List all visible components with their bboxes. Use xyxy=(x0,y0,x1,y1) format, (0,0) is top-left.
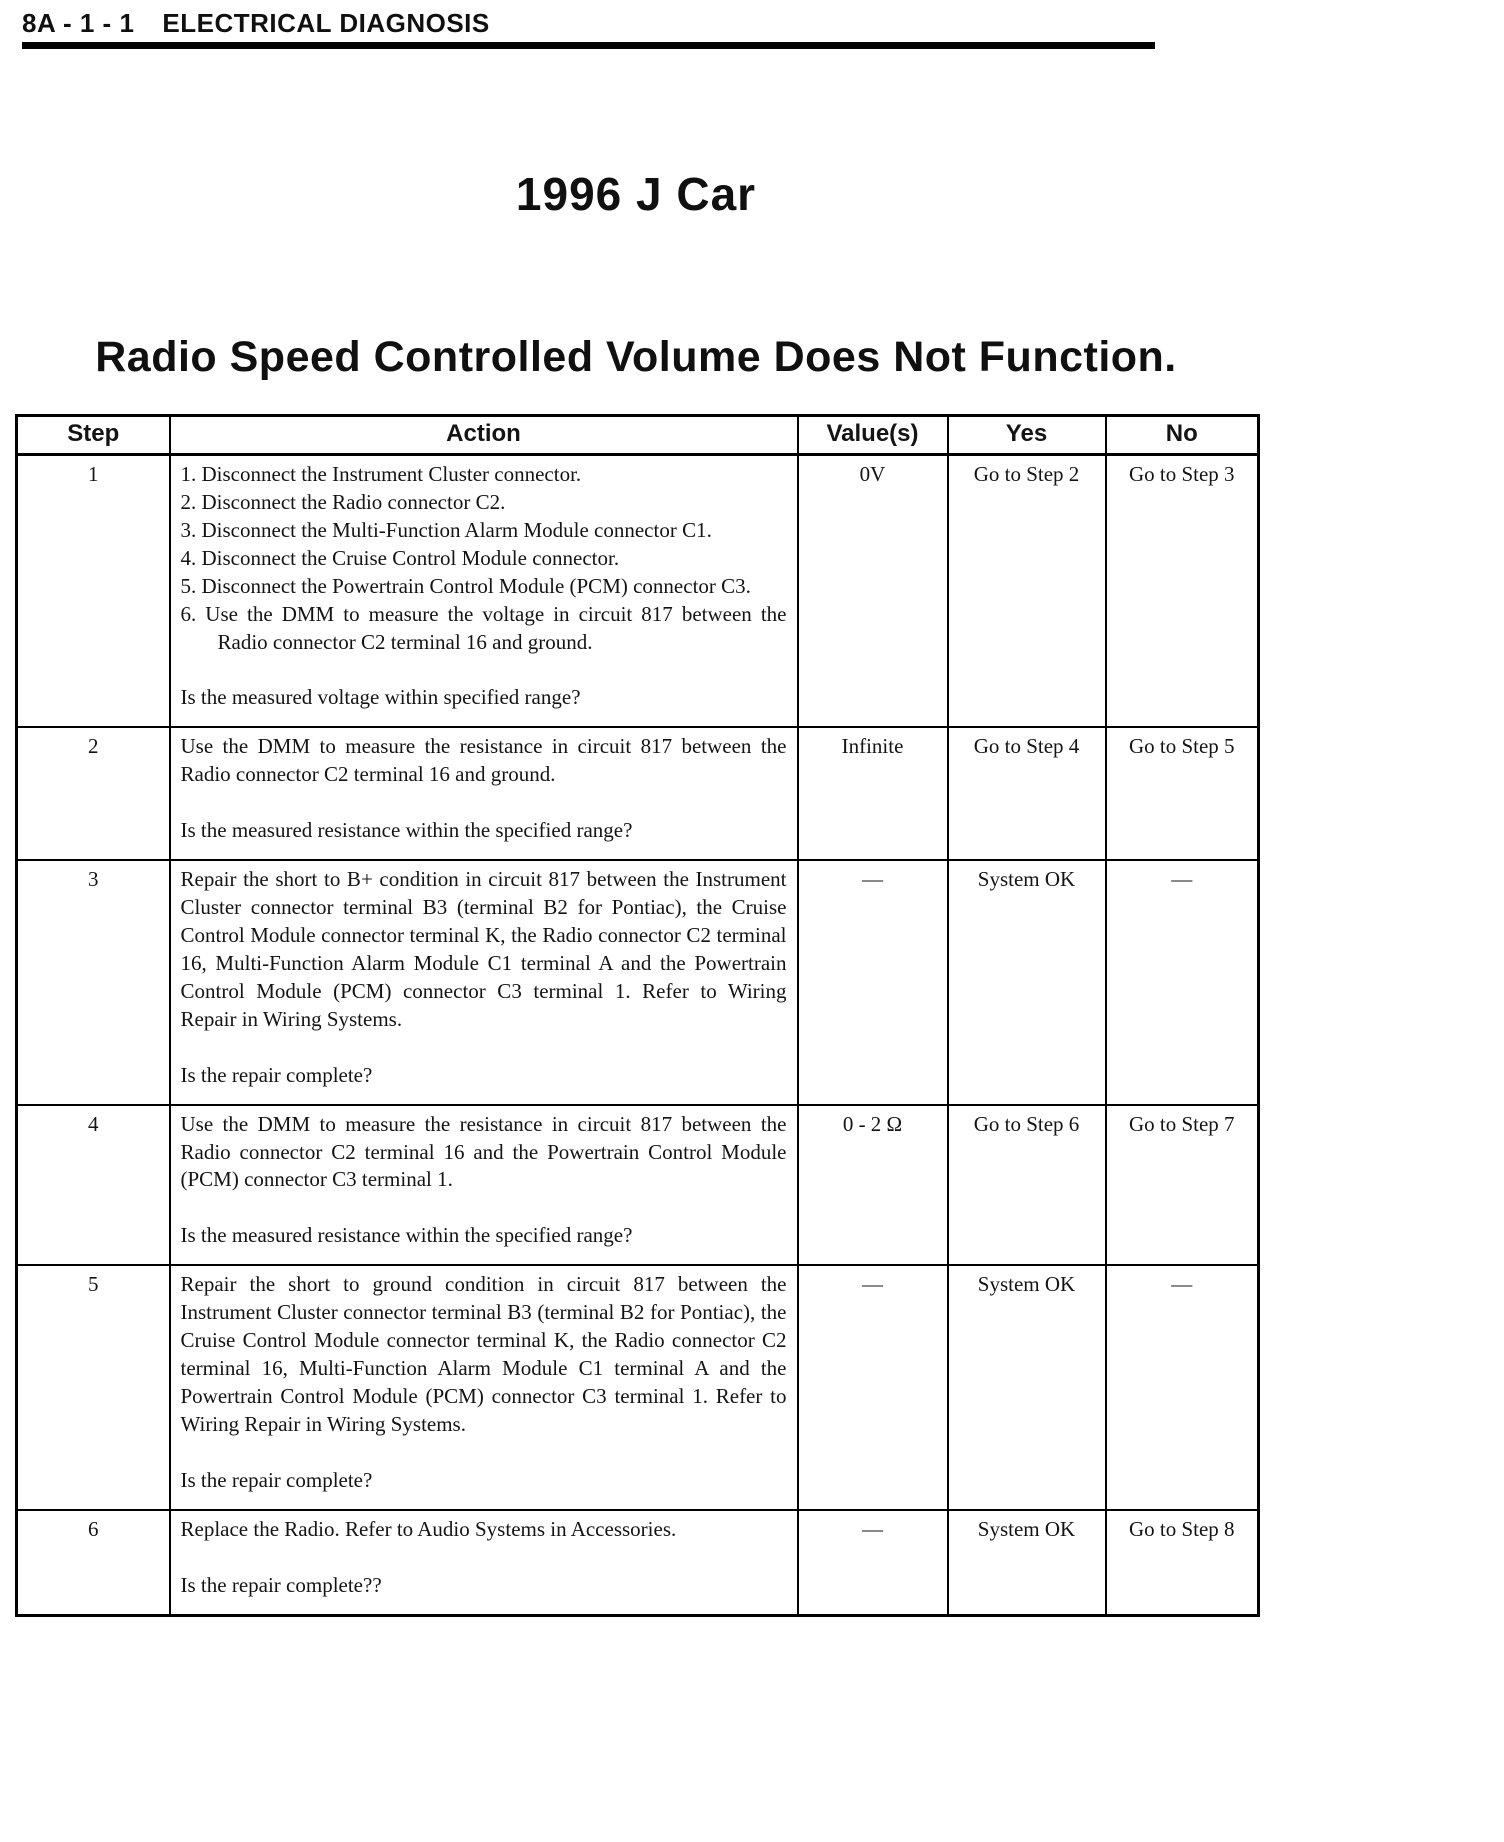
no-cell: Go to Step 5 xyxy=(1106,727,1259,860)
page-number: 8A - 1 - 1 xyxy=(22,8,135,38)
action-text: Repair the short to ground condition in circuit 817 between the Instrument Cluster connector terminal B3 (terminal B2 for Pontiac), the Cruise Control Module connector terminal K, the Radio connector C2 terminal 16, Multi-Function Alarm Module C1 terminal A and the Powertrain Control Module (PCM) connector C3 terminal 1. Refer to Wiring Repair in Wiring Systems. xyxy=(180,1272,787,1436)
yes-cell: Go to Step 4 xyxy=(948,727,1106,860)
step-cell: 4 xyxy=(17,1105,170,1266)
value-cell: Infinite xyxy=(798,727,948,860)
yes-cell: System OK xyxy=(948,1510,1106,1615)
value-cell: — xyxy=(798,1510,948,1615)
value-cell: 0V xyxy=(798,455,948,728)
step-cell: 3 xyxy=(17,860,170,1104)
column-header-action: Action xyxy=(170,416,798,455)
table-row xyxy=(17,860,1259,1104)
doc-title: 1996 J Car xyxy=(515,168,757,220)
action-item: 1. Disconnect the Instrument Cluster connector. xyxy=(180,462,582,486)
action-cell xyxy=(170,1105,798,1266)
yes-cell: Go to Step 6 xyxy=(948,1105,1106,1266)
header-rule xyxy=(22,42,1155,49)
no-cell: Go to Step 7 xyxy=(1106,1105,1259,1266)
section-title: Radio Speed Controlled Volume Does Not Function. xyxy=(95,333,1177,381)
step-cell: 5 xyxy=(17,1265,170,1509)
question-text: Is the measured voltage within specified range? xyxy=(180,685,581,710)
action-item: 3. Disconnect the Multi-Function Alarm Module connector C1. xyxy=(180,517,712,542)
question-text: Is the measured resistance within the specified range? xyxy=(180,818,633,843)
value-cell: — xyxy=(798,860,948,1104)
action-text: Replace the Radio. Refer to Audio Systems in Accessories. xyxy=(180,1516,677,1541)
step-cell: 1 xyxy=(17,455,170,728)
table-header-row xyxy=(17,416,1259,455)
action-cell xyxy=(170,727,798,860)
action-item: 2. Disconnect the Radio connector C2. xyxy=(180,489,506,514)
table-row xyxy=(17,1265,1259,1509)
no-cell: — xyxy=(1106,860,1259,1104)
value-cell: — xyxy=(798,1265,948,1509)
question-text: Is the repair complete?? xyxy=(180,1572,382,1597)
question-text: Is the repair complete? xyxy=(180,1467,373,1492)
action-item: 4. Disconnect the Cruise Control Module connector. xyxy=(180,545,620,570)
no-cell: Go to Step 3 xyxy=(1106,455,1259,728)
action-item: 6. Use the DMM to measure the voltage in circuit 817 between the Radio connector C2 terminal 16 and ground. xyxy=(180,601,787,654)
question-text: Is the repair complete? xyxy=(180,1062,373,1087)
action-text: Use the DMM to measure the resistance in circuit 817 between the Radio connector C2 terminal 16 and the Powertrain Control Module (PCM) connector C3 terminal 1. xyxy=(180,1111,787,1192)
value-cell: 0 - 2 Ω xyxy=(798,1105,948,1266)
action-cell xyxy=(170,1265,798,1509)
step-cell: 2 xyxy=(17,727,170,860)
table-row xyxy=(17,455,1259,728)
action-cell xyxy=(170,860,798,1104)
yes-cell: System OK xyxy=(948,1265,1106,1509)
no-cell: Go to Step 8 xyxy=(1106,1510,1259,1615)
table-row xyxy=(17,1105,1259,1266)
step-cell: 6 xyxy=(17,1510,170,1615)
yes-cell: System OK xyxy=(948,860,1106,1104)
page-header-title: ELECTRICAL DIAGNOSIS xyxy=(162,8,490,38)
action-item: 5. Disconnect the Powertrain Control Module (PCM) connector C3. xyxy=(180,573,751,598)
column-header-yes: Yes xyxy=(948,416,1106,455)
diagnostic-table xyxy=(15,414,1260,1617)
page-header xyxy=(0,0,1504,39)
action-cell xyxy=(170,455,798,728)
action-text: Use the DMM to measure the resistance in circuit 817 between the Radio connector C2 terminal 16 and ground. xyxy=(180,734,787,787)
no-cell: — xyxy=(1106,1265,1259,1509)
question-text: Is the measured resistance within the specified range? xyxy=(180,1223,633,1248)
column-header-no: No xyxy=(1106,416,1259,455)
action-text: Repair the short to B+ condition in circuit 817 between the Instrument Cluster connector terminal B3 (terminal B2 for Pontiac), the Cruise Control Module connector terminal K, the Radio connector C2 terminal 16, Multi-Function Alarm Module C1 terminal A and the Powertrain Control Module (PCM) connector C3 terminal 1. Refer to Wiring Repair in Wiring Systems. xyxy=(180,867,787,1031)
table-row xyxy=(17,727,1259,860)
table-row xyxy=(17,1510,1259,1615)
table-body xyxy=(17,455,1259,1616)
column-header-values: Value(s) xyxy=(798,416,948,455)
action-cell xyxy=(170,1510,798,1615)
page-content xyxy=(15,167,1257,1617)
yes-cell: Go to Step 2 xyxy=(948,455,1106,728)
column-header-step: Step xyxy=(17,416,170,455)
